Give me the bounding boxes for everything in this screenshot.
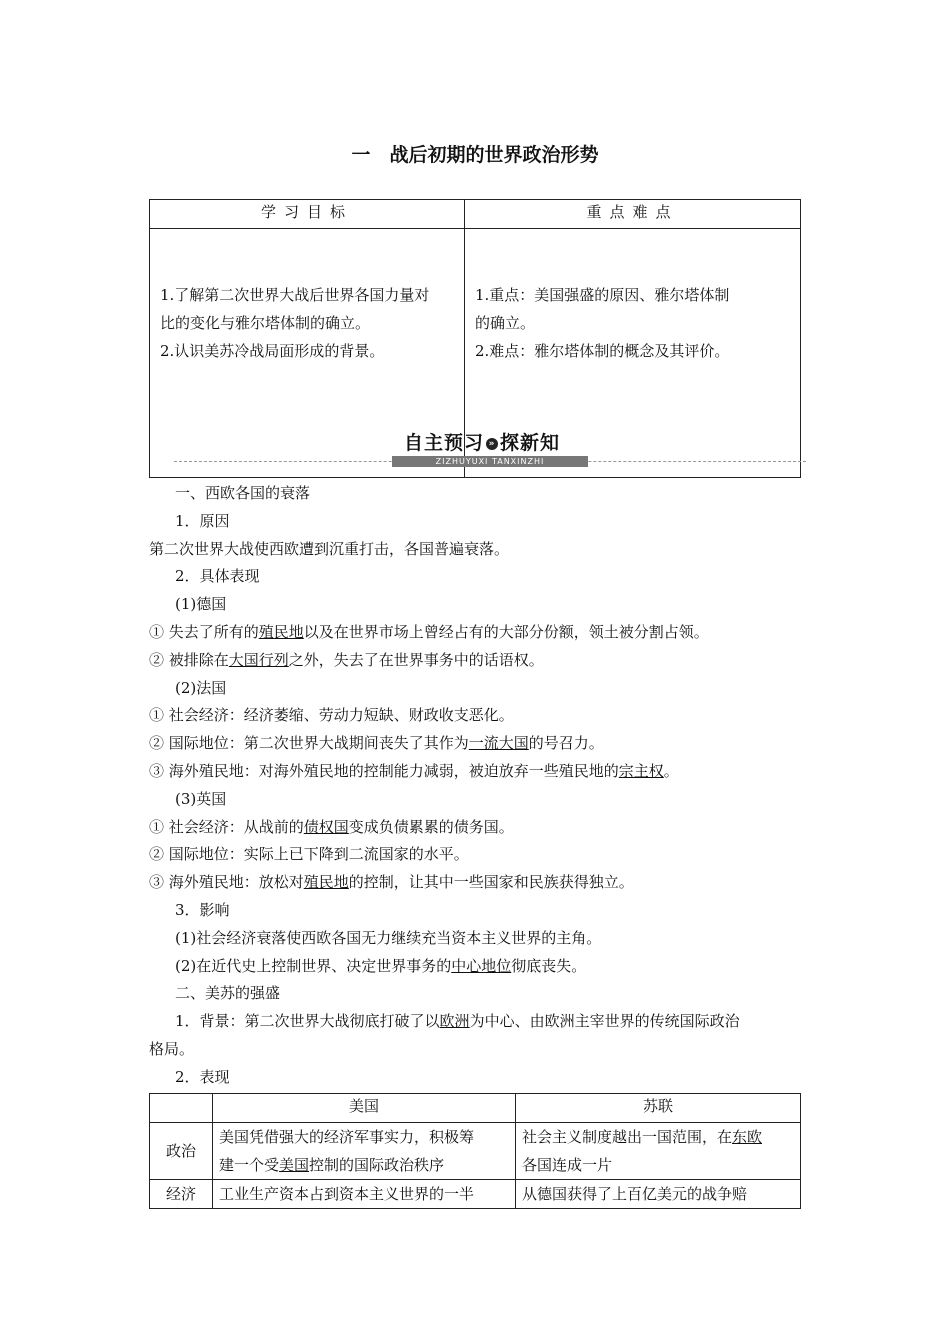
col-header-su: 苏联 [516,1094,801,1123]
paragraph: 第二次世界大战使西欧遭到沉重打击，各国普遍衰落。 [149,539,510,558]
row-label: 经济 [150,1180,213,1209]
key-points-header: 重点难点 [465,200,801,229]
banner-title [404,428,560,455]
section-heading: 二、美苏的强盛 [175,984,281,1003]
objective-line: 比的变化与雅尔塔体制的确立。 [160,314,371,332]
list-item: ② 国际地位：第二次世界大战期间丧失了其作为一流大国的号召力。 [149,734,604,753]
key-term: 大国行列 [228,650,289,669]
table-cell: 美国凭借强大的经济军事实力，积极筹 建一个受美国控制的国际政治秩序 [213,1123,516,1180]
list-item: ① 社会经济：从战前的债权国变成负债累累的债务国。 [149,817,514,836]
comparison-table [149,1093,801,1209]
objective-line: 1.了解第二次世界大战后世界各国力量对 [160,286,430,304]
table-cell: 社会主义制度越出一国范围，在东欧 各国连成一片 [516,1123,801,1180]
country-heading: (1)德国 [175,595,227,614]
key-term: 殖民地 [258,622,304,641]
key-term: 欧洲 [439,1012,470,1031]
key-point-line: 1.重点：美国强盛的原因、雅尔塔体制 [475,286,730,304]
subheading: 1．原因 [175,511,230,530]
key-term: 一流大国 [468,734,529,753]
key-term: 中心地位 [451,956,512,975]
objectives-header: 学习目标 [150,200,465,229]
list-item: ② 被排除在大国行列之外，失去了在世界事务中的话语权。 [149,650,544,669]
list-item: ② 国际地位：实际上已下降到二流国家的水平。 [149,845,469,864]
key-term: 宗主权 [618,761,664,780]
country-heading: (3)英国 [175,789,227,808]
objective-line: 2.认识美苏冷战局面形成的背景。 [160,342,385,360]
subheading: 2．具体表现 [175,567,260,586]
lesson-content [149,480,815,1092]
corner-cell [150,1094,213,1123]
section-heading: 一、西欧各国的衰落 [175,484,311,502]
arrow-icon: » [486,438,498,450]
table-cell: 工业生产资本占到资本主义世界的一半 [213,1180,516,1209]
paragraph-continuation: 格局。 [149,1039,195,1058]
banner-title-b: 探新知 [500,432,561,454]
country-heading: (2)法国 [175,678,227,697]
table-cell: 从德国获得了上百亿美元的战争赔 [516,1180,801,1209]
key-point-line: 2.难点：雅尔塔体制的概念及其评价。 [475,342,730,360]
key-term: 殖民地 [303,873,349,892]
key-term: 东欧 [732,1128,763,1146]
paragraph: 1．背景：第二次世界大战彻底打破了以欧洲为中心、由欧洲主宰世界的传统国际政治 [175,1012,740,1031]
row-label: 政治 [150,1123,213,1180]
key-term: 债权国 [303,817,349,836]
key-term: 美国 [279,1156,310,1174]
page-title: 一 战后初期的世界政治形势 [351,144,599,166]
list-item: (2)在近代史上控制世界、决定世界事务的中心地位彻底丧失。 [175,956,587,975]
list-item: ① 社会经济：经济萎缩、劳动力短缺、财政收支恶化。 [149,706,514,725]
banner-subtitle: ZIZHUYUXI TANXINZHI [392,456,588,467]
list-item: ① 失去了所有的殖民地以及在世界市场上曾经占有的大部分份额，领土被分割占领。 [149,622,709,641]
banner-title-a: 自主预习 [404,432,485,454]
section-banner [174,428,806,468]
list-item: ③ 海外殖民地：对海外殖民地的控制能力减弱，被迫放弃一些殖民地的宗主权。 [149,761,679,780]
key-point-line: 的确立。 [475,314,536,332]
col-header-us: 美国 [213,1094,516,1123]
list-item: ③ 海外殖民地：放松对殖民地的控制，让其中一些国家和民族获得独立。 [149,873,634,892]
subheading: 2．表现 [175,1067,230,1086]
subheading: 3．影响 [175,900,230,919]
list-item: (1)社会经济衰落使西欧各国无力继续充当资本主义世界的主角。 [175,928,602,947]
